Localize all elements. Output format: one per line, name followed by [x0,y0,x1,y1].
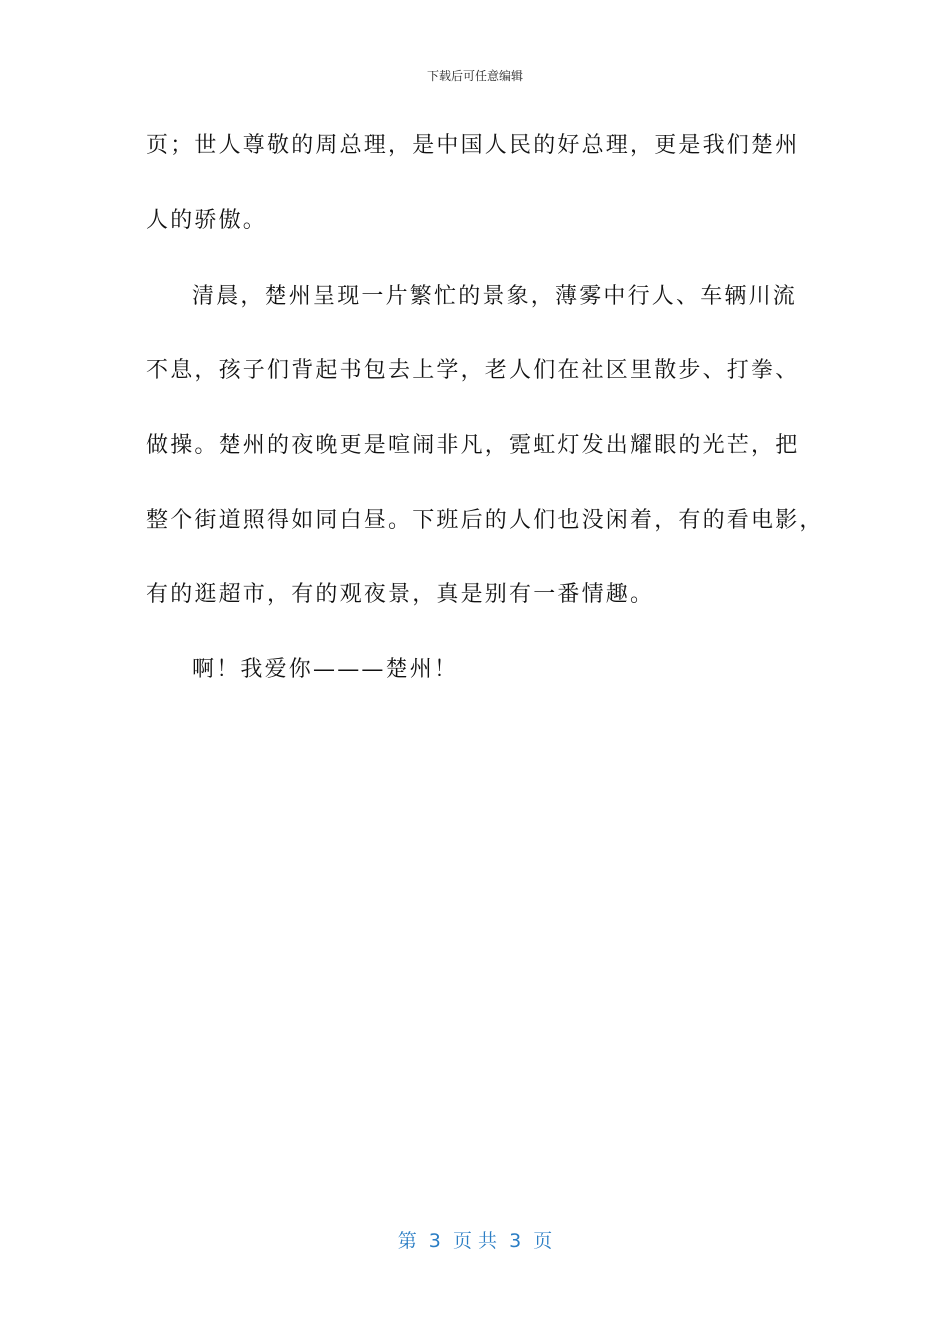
paragraph-line: 清晨，楚州呈现一片繁忙的景象，薄雾中行人、车辆川流 [192,284,798,309]
paragraph-line: 有的逛超市，有的观夜景，真是别有一番情趣。 [146,582,655,607]
page-header: 下载后可任意编辑 [426,69,523,83]
paragraph-line: 人的骄傲。 [146,208,268,233]
paragraph-line: 整个街道照得如同白昼。下班后的人们也没闲着，有的看电影， [146,508,824,533]
paragraph-line: 做操。楚州的夜晚更是喧闹非凡，霓虹灯发出耀眼的光芒，把 [146,433,800,458]
paragraph-line: 不息，孩子们背起书包去上学，老人们在社区里散步、打拳、 [146,358,800,383]
page-number-footer: 第 3 页 共 3 页 [397,1230,553,1252]
paragraph-line: 啊！我爱你———楚州！ [192,657,459,682]
paragraph-line: 页；世人尊敬的周总理，是中国人民的好总理，更是我们楚州 [146,133,800,158]
